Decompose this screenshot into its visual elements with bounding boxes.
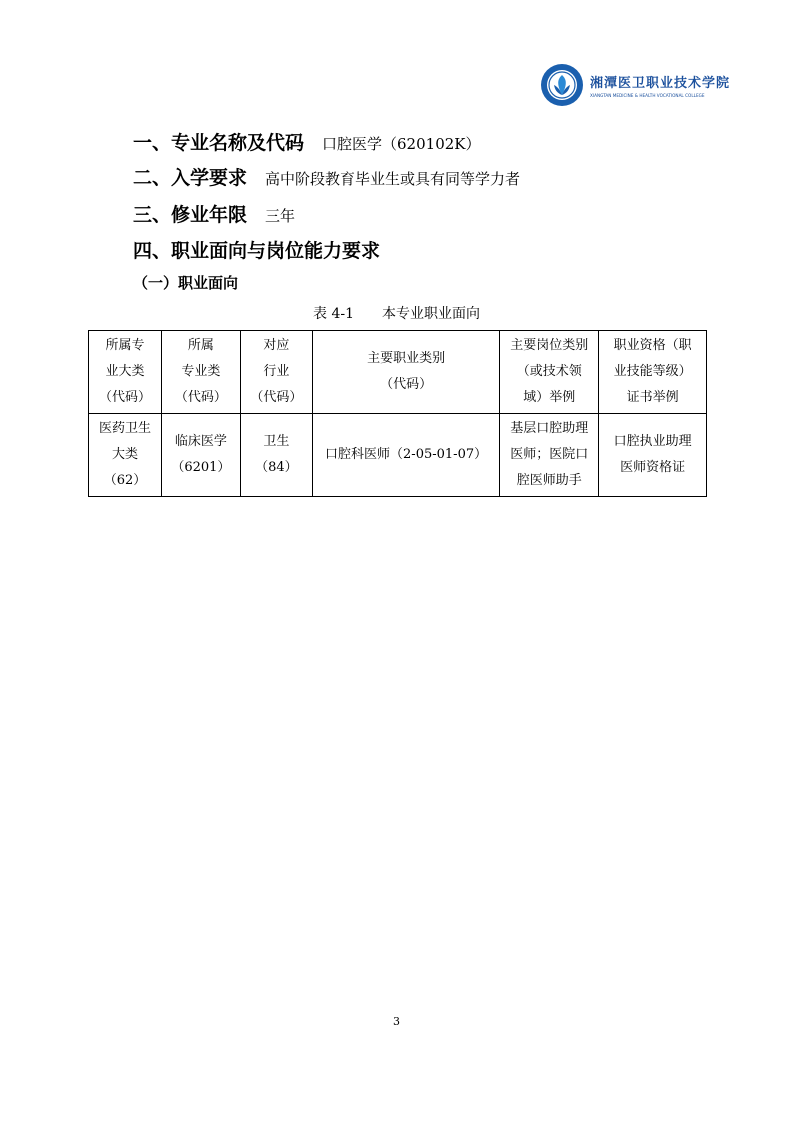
page-number: 3 (393, 1015, 400, 1028)
college-name-en: XIANGTAN MEDICINE & HEALTH VOCATIONAL COLLEGE (590, 93, 705, 98)
header-cell: 所属 专业类 （代码） (161, 331, 240, 414)
section-major-name (133, 128, 480, 155)
section-title: 二、入学要求 (133, 167, 248, 189)
header-cell: 对应 行业 （代码） (240, 331, 312, 414)
header-cell: 主要职业类别 （代码） (312, 331, 500, 414)
section-occupation (133, 236, 380, 263)
header-cell: 职业资格（职 业技能等级） 证书举例 (599, 331, 707, 414)
section-duration (133, 200, 295, 227)
table-cell: 口腔执业助理 医师资格证 (599, 414, 707, 497)
header-cell: 所属专 业大类 （代码） (89, 331, 162, 414)
section-value: 三年 (265, 207, 296, 225)
table-cell: 卫生 （84） (240, 414, 312, 497)
table-cell: 口腔科医师（2-05-01-07） (312, 414, 500, 497)
college-seal-icon (540, 63, 584, 107)
college-name-cn: 湘潭医卫职业技术学院 (590, 76, 731, 91)
subsection-title: （一）职业面向 (133, 274, 239, 292)
header-cell: 主要岗位类别 （或技术领 域）举例 (500, 331, 599, 414)
section-value: 口腔医学（620102K） (322, 135, 481, 153)
table-cell: 临床医学 （6201） (161, 414, 240, 497)
section-title: 三、修业年限 (133, 204, 248, 226)
section-title: 一、专业名称及代码 (133, 132, 305, 154)
section-admission (133, 163, 520, 190)
section-title: 四、职业面向与岗位能力要求 (133, 240, 381, 262)
college-logo (540, 62, 731, 108)
section-value: 高中阶段教育毕业生或具有同等学力者 (265, 170, 521, 188)
occupation-table (88, 330, 707, 497)
table-caption: 表 4-1 本专业职业面向 (313, 306, 480, 322)
table-row (89, 414, 707, 497)
table-cell: 医药卫生 大类 （62） (89, 414, 162, 497)
table-header-row (89, 331, 707, 414)
table-cell: 基层口腔助理 医师；医院口 腔医师助手 (500, 414, 599, 497)
